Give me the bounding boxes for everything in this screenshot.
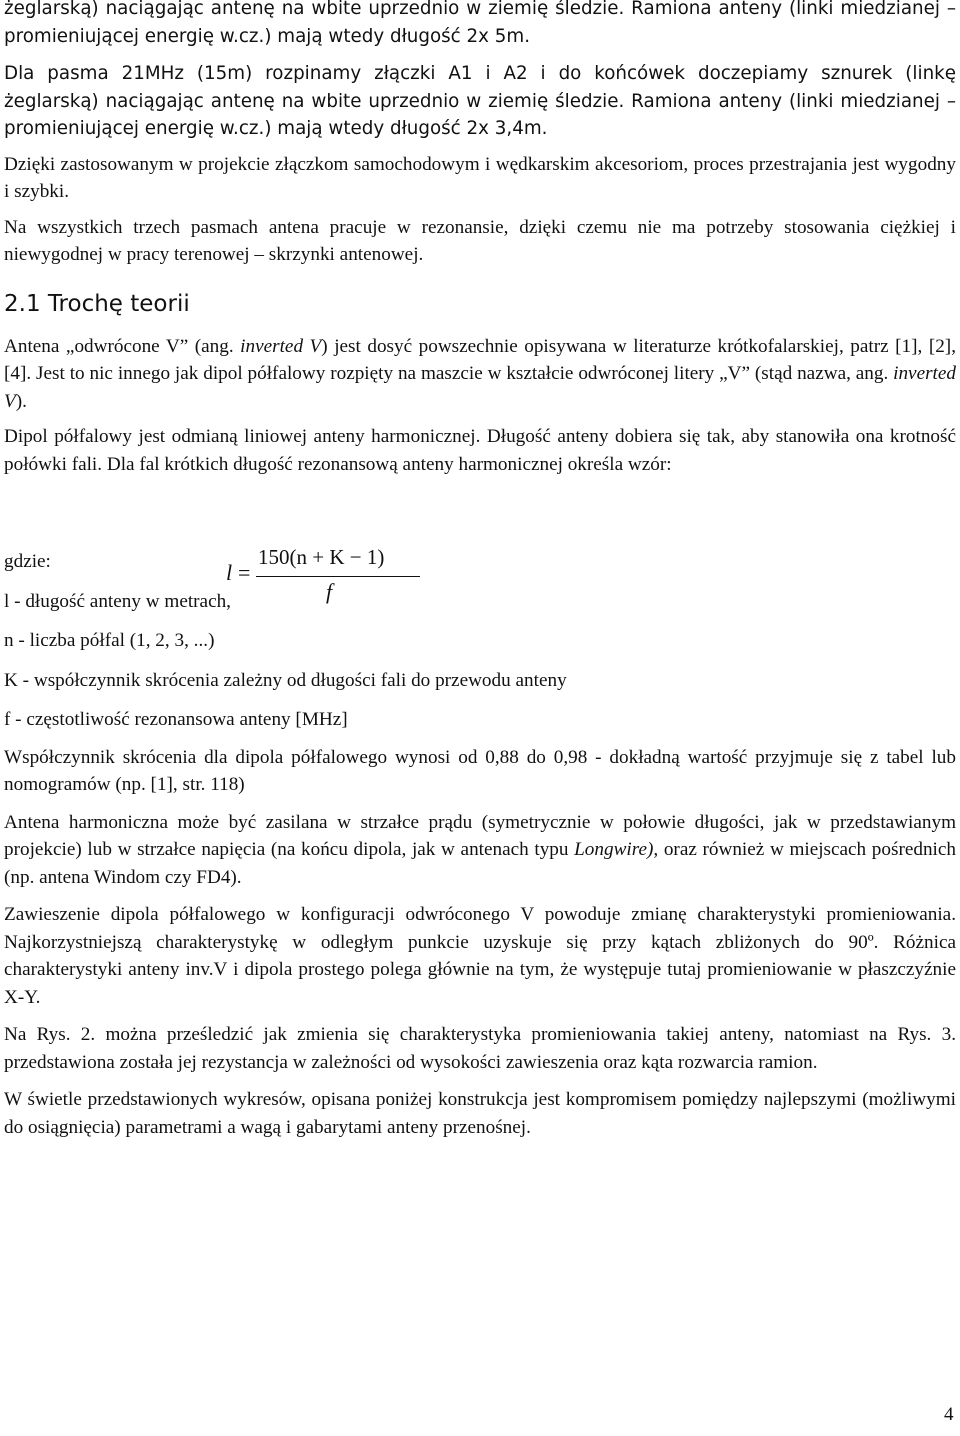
text-segment: ) jest dosyć powszechnie opisywana w literaturze krótkofalarskiej, patrz [1], [2], [4]. Jest to nic innego jak dipol półfalowy rozpięty na maszcie w kształcie odwróconej litery „V” (stąd nazwa, ang. (4, 335, 956, 384)
italic-term: inverted V (240, 335, 322, 357)
definition-l: l - długość anteny w metrach, (4, 590, 231, 612)
page-number: 4 (944, 1404, 954, 1425)
definition-f: f - częstotliwość rezonansowa anteny [MHz] (4, 709, 348, 730)
formula-denominator: f (326, 579, 333, 604)
text-segment: oraz również w miejscach pośrednich (np. antena Windom czy FD4). (4, 839, 956, 888)
section-heading: 2.1 Trochę teorii (4, 290, 190, 317)
definition-k: K - współczynnik skrócenia zależny od długości fali do przewodu anteny (4, 669, 567, 691)
fraction-bar (256, 576, 420, 577)
text-segment: Antena „odwrócone V” (ang. (4, 335, 241, 357)
where-label: gdzie: (4, 551, 51, 572)
paragraph-21mhz-band: Dla pasma 21MHz (15m) rozpinamy złączki A1 i A2 i do końcówek doczepiamy sznurek (linkę żeglarską) naciągając antenę na wbite uprzednio w ziemię śledzie. Ramiona anteny (linki miedzianej – promieniującej energię w.cz.) mają wtedy długość 2x 3,4m. (4, 63, 956, 139)
paragraph-connectors: Dzięki zastosowanym w projekcie złączkom samochodowym i wędkarskim akcesoriom, proces przestrajania jest wygodny i szybki. (4, 153, 956, 202)
definition-n: n - liczba półfal (1, 2, 3, ...) (4, 630, 215, 651)
italic-term: inverted V (4, 363, 956, 412)
paragraph-inverted-v (4, 333, 956, 416)
definition-list (4, 588, 956, 734)
formula-numerator: 150(n + K − 1) (258, 545, 385, 569)
paragraph-figures: Na Rys. 2. można prześledzić jak zmienia się charakterystyka promieniowania takiej anteny, natomiast na Rys. 3. przedstawiona została jej rezystancja w zależności od wysokości zawieszenia oraz kąta rozwarcia ramion. (4, 1024, 956, 1073)
paragraph-feeding (4, 809, 956, 892)
formula-equals: = (238, 560, 251, 585)
paragraph-compromise: W świetle przedstawionych wykresów, opisana poniżej konstrukcja jest kompromisem pomiędzy najlepszymi (możliwymi do osiągnięcia) parametrami a wagą i gabarytami anteny przenośnej. (4, 1089, 956, 1138)
formula-lhs: l (226, 560, 233, 585)
paragraph-resonance: Na wszystkich trzech pasmach antena pracuje w rezonansie, dzięki czemu nie ma potrzeby stosowania ciężkiej i niewygodnej w pracy terenowej – skrzynki antenowej. (4, 216, 956, 265)
document-page (4, 0, 956, 1141)
text-segment: ). (15, 390, 27, 412)
paragraph-shortening-factor: Współczynnik skrócenia dla dipola półfalowego wynosi od 0,88 do 0,98 - dokładną wartość przyjmuje się z tabel lub nomogramów (np. [1], str. 118) (4, 746, 956, 795)
text-segment: Antena harmoniczna może być zasilana w strzałce prądu (symetrycznie w połowie długości, jak w przedstawianym projekcie) lub w strzałce napięcia (na końcu dipola, jak w antenach typu (4, 811, 956, 860)
paragraph-half-wave-dipole: Dipol półfalowy jest odmianą liniowej anteny harmonicznej. Długość anteny dobiera się tak, aby stanowiła ona krotność połówki fali. Dla fal krótkich długość rezonansową anteny harmonicznej określa wzór: (4, 426, 956, 475)
paragraph-intro-continued: żeglarską) naciągając antenę na wbite uprzednio w ziemię śledzie. Ramiona anteny (linki miedzianej – promieniującej energię w.cz.) mają wtedy długość 2x 5m. (4, 0, 956, 47)
antenna-length-formula (226, 543, 416, 613)
paragraph-radiation-pattern: Zawieszenie dipola półfalowego w konfiguracji odwróconego V powoduje zmianę charakterystyki promieniowania. Najkorzystniejszą charakterystykę w odległym punkcie uzyskuje się przy kątach zbliżonych do 90º. Różnica charakterystyki anteny inv.V i dipola prostego polega głównie na tym, że występuje tutaj promieniowanie w płaszczyźnie X-Y. (4, 904, 956, 1008)
italic-term: Longwire), (574, 839, 659, 860)
